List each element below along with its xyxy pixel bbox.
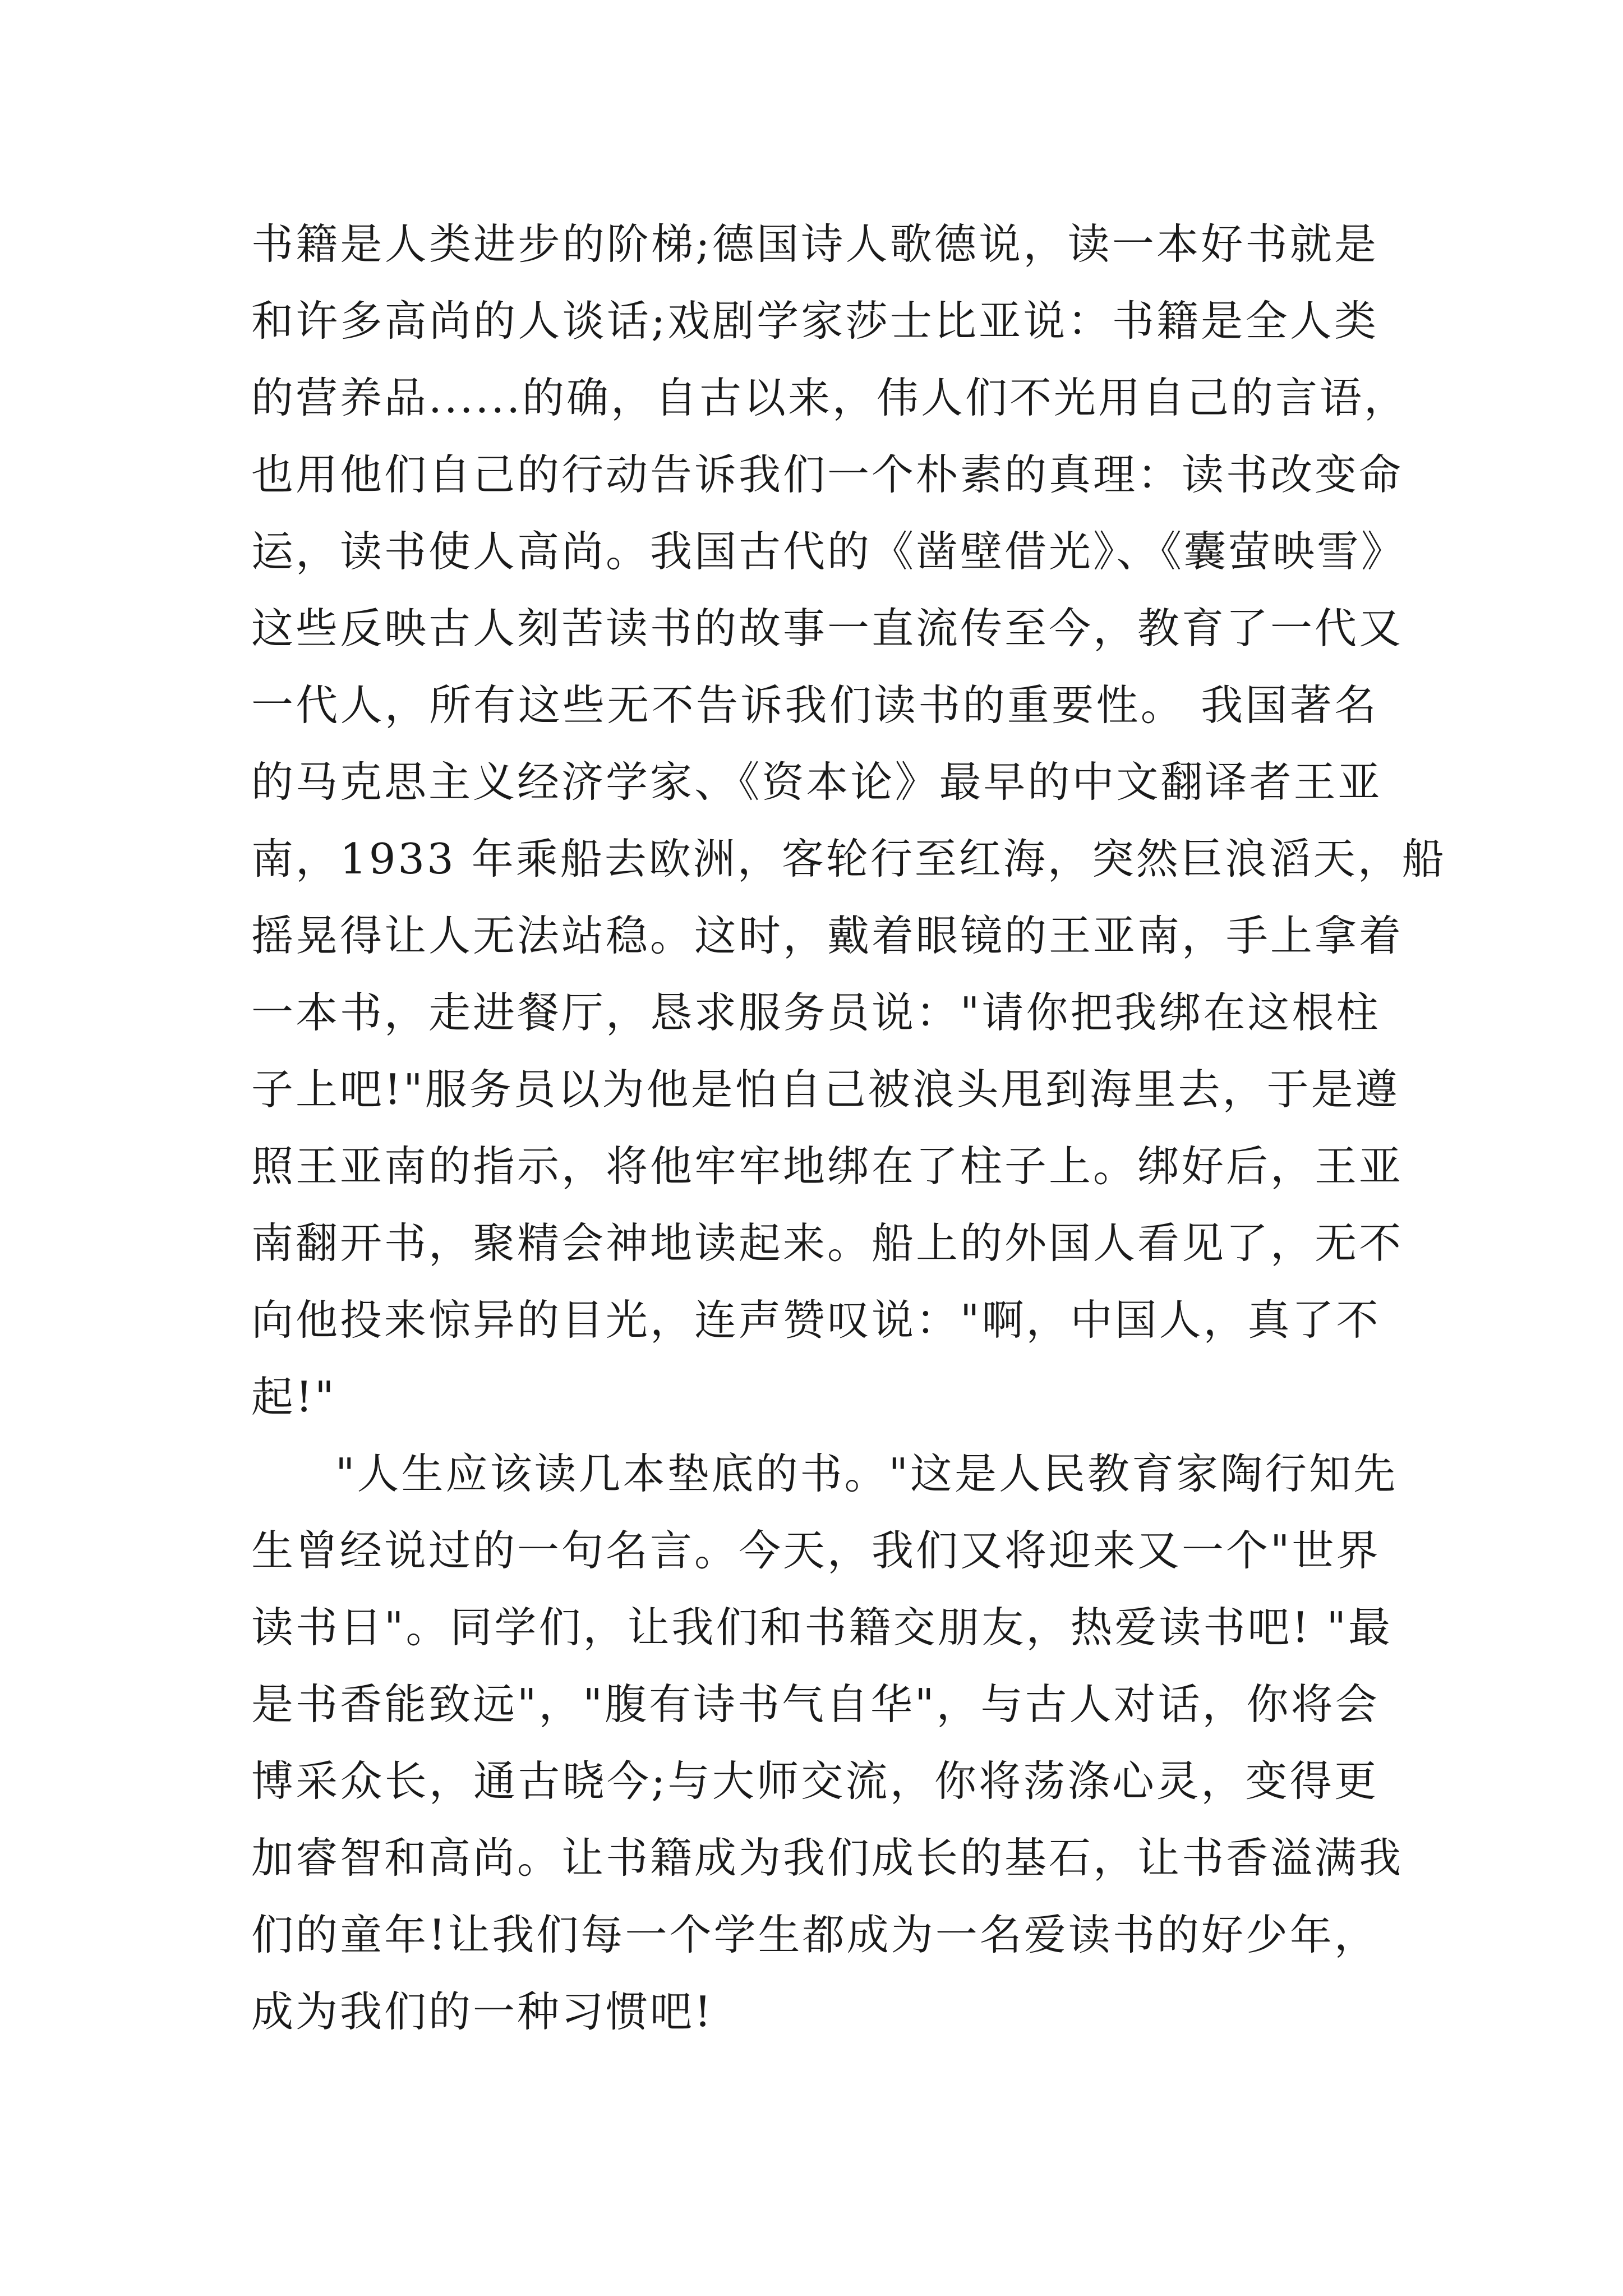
text-line: 的营养品......的确，自古以来，伟人们不光用自己的言语，: [251, 373, 1409, 422]
text-line: 一代人，所有这些无不告诉我们读书的重要性。 我国著名: [251, 680, 1378, 730]
text-line: 加睿智和高尚。让书籍成为我们成长的基石，让书香溢满我: [251, 1833, 1404, 1883]
text-line: 摇晃得让人无法站稳。这时，戴着眼镜的王亚南，手上拿着: [251, 911, 1404, 960]
text-line: "人生应该读几本垫底的书。"这是人民教育家陶行知先: [335, 1449, 1398, 1498]
text-line: 是书香能致远"，"腹有诗书气自华"，与古人对话，你将会: [251, 1680, 1380, 1729]
text-line: 和许多高尚的人谈话;戏剧学家莎士比亚说：书籍是全人类: [251, 296, 1378, 346]
text-line: 照王亚南的指示，将他牢牢地绑在了柱子上。绑好后，王亚: [251, 1142, 1404, 1191]
text-line: 这些反映古人刻苦读书的故事一直流传至今，教育了一代又: [251, 604, 1404, 653]
text-line: 南翻开书，聚精会神地读起来。船上的外国人看见了，无不: [251, 1218, 1404, 1268]
text-line: 读书日"。同学们，让我们和书籍交朋友，热爱读书吧! "最: [251, 1603, 1393, 1652]
text-line: 的马克思主义经济学家、《资本论》最早的中文翻译者王亚: [251, 757, 1382, 807]
text-line: 向他投来惊异的目光，连声赞叹说："啊，中国人，真了不: [251, 1295, 1381, 1345]
text-line: 们的童年!让我们每一个学生都成为一名爱读书的好少年，: [251, 1910, 1378, 1959]
text-line: 博采众长，通古晓今;与大师交流，你将荡涤心灵，变得更: [251, 1756, 1378, 1806]
text-line: 也用他们自己的行动告诉我们一个朴素的真理：读书改变命: [251, 450, 1404, 499]
text-line: 书籍是人类进步的阶梯;德国诗人歌德说，读一本好书就是: [251, 219, 1378, 269]
document-body: [251, 206, 1446, 2050]
text-line: 南，1933 年乘船去欧洲，客轮行至红海，突然巨浪滔天，船: [251, 834, 1446, 884]
text-line: 起!": [251, 1372, 336, 1421]
text-line: 一本书，走进餐厅，恳求服务员说："请你把我绑在这根柱: [251, 988, 1381, 1037]
text-line: 成为我们的一种习惯吧!: [251, 1987, 714, 2036]
text-line: 生曾经说过的一句名言。今天，我们又将迎来又一个"世界: [251, 1526, 1381, 1575]
text-line: 子上吧!"服务员以为他是怕自己被浪头甩到海里去，于是遵: [251, 1065, 1400, 1114]
paragraph-1: [251, 206, 1446, 1435]
paragraph-2: [251, 1435, 1404, 2050]
text-line: 运，读书使人高尚。我国古代的《凿壁借光》、《囊萤映雪》: [251, 527, 1406, 576]
